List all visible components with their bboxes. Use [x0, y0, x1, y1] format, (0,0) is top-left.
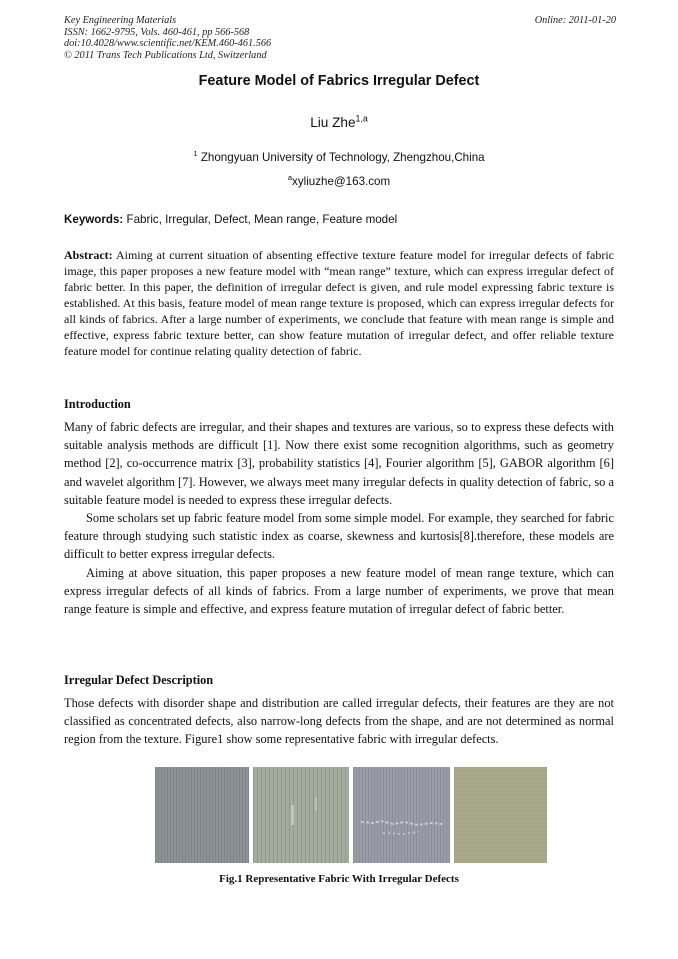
intro-paragraph: Many of fabric defects are irregular, and their shapes and textures are various, so to express these defects with suitable analysis methods are difficult [1]. Now there exist some recognition algorithms, such as geometry method [2], co-occurrence matrix [3], probability statistics [4], Fourier algorithm [5], GABOR algorithm [6] and wavelet algorithm [7]. However, we always meet many irregular defects in quality detection of fabric, so a suitable feature model is needed to express these irregular defects.	[64, 420, 614, 507]
keywords-text: Fabric, Irregular, Defect, Mean range, Feature model	[123, 213, 398, 226]
issn-line: ISSN: 1662-9795, Vols. 460-461, pp 566-568	[64, 26, 250, 38]
journal-name: Key Engineering Materials	[64, 15, 177, 26]
email-sup: a	[287, 173, 293, 183]
author-line	[0, 115, 678, 130]
fabric-sample-3-image	[353, 767, 450, 863]
irregular-defect-body	[64, 694, 614, 749]
intro-paragraph: Some scholars set up fabric feature model from some simple model. For example, they searched for fabric feature through studying such statistic index as coarse, skewness and kurtosis[8].therefore, these models are difficult to better express irregular defects.	[64, 511, 614, 562]
irregular-paragraph: Those defects with disorder shape and distribution are called irregular defects, their features are they are not classified as concentrated defects, also narrow-long defects from the shape, and are not determined as normal region from the texture. Figure1 show some representative fabric with irregular defects.	[64, 696, 614, 747]
fabric-sample-3	[353, 767, 450, 863]
fabric-texture	[253, 767, 349, 863]
defect-mark	[291, 805, 294, 825]
fabric-sample-1-image	[155, 767, 249, 863]
fabric-texture	[353, 767, 450, 863]
author-sup: 1,a	[355, 113, 368, 124]
paper-title: Feature Model of Fabrics Irregular Defect	[198, 73, 480, 89]
author-name: Liu Zhe	[310, 115, 356, 130]
journal-header	[64, 15, 271, 61]
intro-paragraph: Aiming at above situation, this paper proposes a new feature model of mean range texture, which can express irregular defects of all kinds of fabrics. From a large number of experiments, we prove that mean range feature is simple and effective, and express feature mutation of irregular defect of fabric better.	[64, 565, 614, 617]
copyright-line: © 2011 Trans Tech Publications Ltd, Switzerland	[64, 49, 267, 61]
fabric-texture	[454, 767, 547, 863]
affiliation-text: Zhongyuan University of Technology, Zhengzhou,China	[197, 151, 485, 164]
section-heading-irregular-defect: Irregular Defect Description	[64, 673, 214, 687]
fabric-sample-2-image	[253, 767, 349, 863]
affiliation-sup: 1	[193, 149, 198, 159]
affiliation	[0, 151, 678, 164]
defect-mark	[315, 797, 317, 811]
email-line	[0, 175, 678, 188]
doi-line: doi:10.4028/www.scientific.net/KEM.460-461.566	[64, 38, 272, 49]
fabric-texture	[155, 767, 249, 863]
fabric-sample-4-image	[454, 767, 547, 863]
keywords	[64, 213, 614, 226]
abstract-text: Aiming at current situation of absenting effective texture feature model for irregular defects of fabric image, this paper proposes a new feature model with “mean range” texture, which can express irregular defect of fabric better. In this paper, the definition of irregular defect is given, and rule model expressing fabric texture is established. At this basis, feature model of mean range texture is proposed, which can express irregular defects for all kinds of fabrics. After a large number of experiments, we conclude that feature with mean range is simple and effective, express fabric texture better, can show feature mutation of irregular defect, and offer reliable texture feature model for continue relating quality detection of fabric.	[64, 248, 614, 358]
email-address[interactable]: xyliuzhe@163.com	[292, 175, 391, 188]
fabric-sample-2	[253, 767, 349, 863]
online-date: Online: 2011-01-20	[534, 15, 616, 26]
keywords-label: Keywords:	[64, 213, 124, 226]
introduction-body	[64, 418, 614, 618]
abstract-label: Abstract:	[64, 248, 113, 262]
fabric-sample-4	[454, 767, 547, 863]
fabric-sample-1	[155, 767, 249, 863]
section-heading-introduction: Introduction	[64, 397, 131, 411]
figure-caption: Fig.1 Representative Fabric With Irregular Defects	[219, 873, 459, 885]
abstract	[64, 247, 614, 359]
